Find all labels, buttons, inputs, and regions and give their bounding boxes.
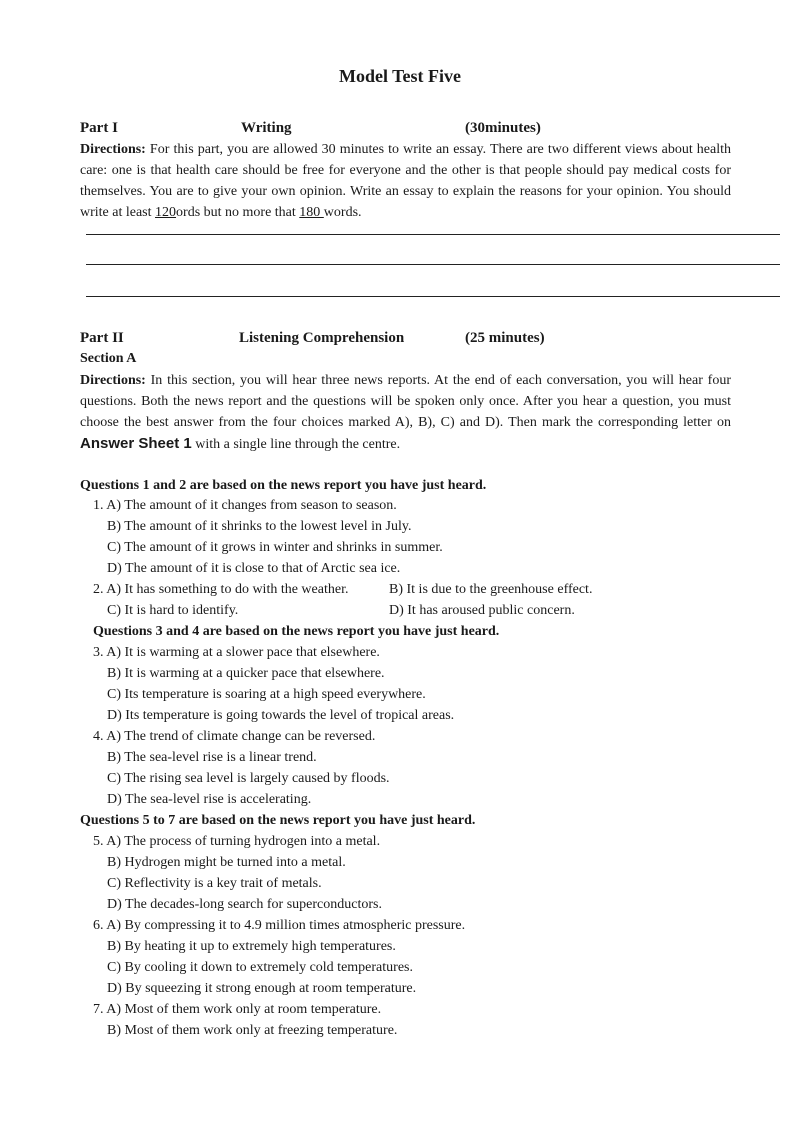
option-d: D) Its temperature is going towards the level of tropical areas. [107, 708, 455, 723]
option-a: A) Most of them work only at room temperature. [106, 1002, 382, 1017]
text: write at least [80, 205, 156, 220]
part1-time: (30minutes) [465, 120, 541, 136]
question-number: 3. [93, 645, 104, 660]
part2-label: Part II [80, 330, 124, 346]
answer-line [86, 264, 780, 265]
question-group-heading: Questions 3 and 4 are based on the news report you have just heard. [93, 624, 500, 639]
part2-directions-line4 [80, 433, 400, 456]
option-d: D) By squeezing it strong enough at room temperature. [107, 981, 417, 996]
directions-label: Directions: [80, 373, 146, 388]
option-b: B) By heating it up to extremely high temperatures. [107, 939, 396, 954]
part1-directions-line3: themselves. You are to give your own opinion. Write an essay to explain the reasons for your opinion. You should [80, 184, 731, 199]
question-2 [93, 582, 348, 598]
section-a-heading: Section A [80, 351, 137, 366]
directions-text: In this section, you will hear three news reports. At the end of each conversation, you will hear four [150, 373, 731, 388]
part1-name: Writing [241, 120, 292, 136]
part2-directions-line3: choose the best answer from the four choices marked A), B), C) and D). Then mark the corresponding letter on [80, 415, 731, 430]
option-d: D) The decades-long search for superconductors. [107, 897, 382, 912]
text: ords but no more that [176, 205, 300, 220]
question-group-heading: Questions 1 and 2 are based on the news report you have just heard. [80, 478, 487, 493]
option-d: D) It has aroused public concern. [389, 603, 575, 618]
option-c: C) The amount of it grows in winter and shrinks in summer. [107, 540, 443, 555]
question-4 [93, 729, 375, 745]
part2-time: (25 minutes) [465, 330, 545, 346]
part2-directions-line2: questions. Both the news report and the questions will be spoken only once. After you hear a question, you must [80, 394, 731, 409]
option-b: B) Hydrogen might be turned into a metal. [107, 855, 346, 870]
part1-directions-line1 [80, 139, 731, 160]
answer-sheet-label: Answer Sheet 1 [80, 435, 192, 452]
question-7 [93, 1002, 381, 1018]
part2-name: Listening Comprehension [239, 330, 405, 346]
option-a: A) The trend of climate change can be reversed. [106, 729, 376, 744]
option-c: C) Reflectivity is a key trait of metals. [107, 876, 322, 891]
option-a: A) The amount of it changes from season to season. [106, 498, 397, 513]
text: with a single line through the centre. [191, 437, 401, 452]
answer-line [86, 234, 780, 235]
question-number: 7. [93, 1002, 104, 1017]
min-words: 120 [155, 205, 177, 220]
option-a: A) The process of turning hydrogen into a metal. [106, 834, 381, 849]
question-number: 4. [93, 729, 104, 744]
option-b: B) It is due to the greenhouse effect. [389, 582, 593, 597]
answer-line [86, 296, 780, 297]
part1-label: Part I [80, 120, 118, 136]
option-a: A) It is warming at a slower pace that elsewhere. [106, 645, 380, 660]
question-6 [93, 918, 465, 934]
option-b: B) Most of them work only at freezing temperature. [107, 1023, 398, 1038]
question-number: 2. [93, 582, 104, 597]
option-c: C) Its temperature is soaring at a high speed everywhere. [107, 687, 426, 702]
question-group-heading: Questions 5 to 7 are based on the news report you have just heard. [80, 813, 476, 828]
option-c: C) It is hard to identify. [107, 603, 239, 618]
question-3 [93, 645, 380, 661]
question-number: 6. [93, 918, 104, 933]
option-a: A) It has something to do with the weather. [106, 582, 349, 597]
page-title: Model Test Five [339, 66, 461, 86]
question-number: 1. [93, 498, 104, 513]
option-d: D) The sea-level rise is accelerating. [107, 792, 312, 807]
directions-text: For this part, you are allowed 30 minutes to write an essay. There are two different views about health [149, 142, 732, 157]
option-d: D) The amount of it is close to that of Arctic sea ice. [107, 561, 401, 576]
option-c: C) The rising sea level is largely caused by floods. [107, 771, 390, 786]
question-1 [93, 498, 397, 514]
part1-directions-line2: care: one is that health care should be free for everyone and the other is that people should pay medical costs for [80, 163, 731, 178]
text: words. [323, 205, 362, 220]
option-b: B) The sea-level rise is a linear trend. [107, 750, 317, 765]
option-c: C) By cooling it down to extremely cold temperatures. [107, 960, 413, 975]
option-b: B) The amount of it shrinks to the lowest level in July. [107, 519, 412, 534]
question-5 [93, 834, 380, 850]
option-b: B) It is warming at a quicker pace that elsewhere. [107, 666, 385, 681]
option-a: A) By compressing it to 4.9 million times atmospheric pressure. [106, 918, 466, 933]
question-number: 5. [93, 834, 104, 849]
max-words: 180 [299, 205, 324, 220]
directions-label: Directions: [80, 142, 146, 157]
part1-directions-line4 [80, 202, 362, 223]
part2-directions-line1 [80, 370, 731, 391]
